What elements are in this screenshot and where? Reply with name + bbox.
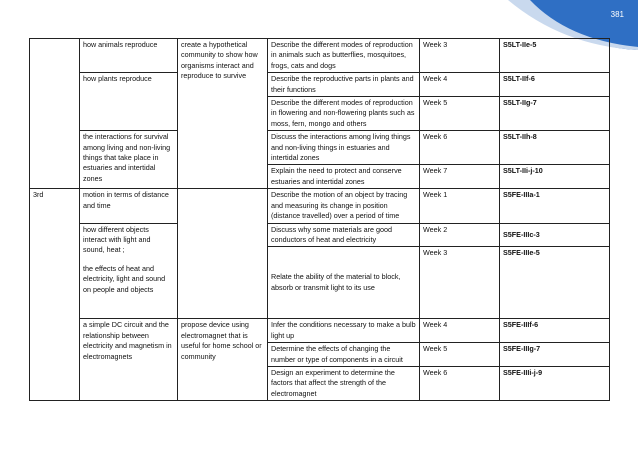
competency-cell: Describe the motion of an object by tracing and measuring its change in position (distance travelled) over a period of time (268, 189, 420, 223)
content-cell: the interactions for survival among living and non-living things that take place in estuaries and intertidal zones (80, 131, 178, 189)
competency-cell: Design an experiment to determine the factors that affect the strength of the electromagnet (268, 366, 420, 400)
code-cell: S5LT-IIe-5 (500, 39, 610, 73)
table-row (30, 223, 610, 247)
competency-cell: Infer the conditions necessary to make a bulb light up (268, 319, 420, 343)
table-row (30, 73, 610, 97)
performance-cell (178, 189, 268, 319)
week-cell: Week 5 (420, 97, 500, 131)
week-cell: Week 1 (420, 189, 500, 223)
week-cell: Week 3 (420, 39, 500, 73)
competency-cell: Describe the reproductive parts in plants and their functions (268, 73, 420, 97)
performance-cell: propose device using electromagnet that is useful for home school or community (178, 319, 268, 401)
week-cell: Week 4 (420, 73, 500, 97)
week-cell: Week 5 (420, 343, 500, 367)
competency-cell: Determine the effects of changing the number or type of components in a circuit (268, 343, 420, 367)
code-cell: S5LT-IIg-7 (500, 97, 610, 131)
competency-cell: Describe the different modes of reproduction in animals such as butterflies, mosquitoes, frogs, cats and dogs (268, 39, 420, 73)
curriculum-table (29, 38, 610, 401)
content-cell (80, 223, 178, 319)
code-cell: S5FE-IIIc-3 (500, 223, 610, 247)
week-cell: Week 3 (420, 247, 500, 319)
code-cell: S5LT-IIi-j-10 (500, 165, 610, 189)
table-row (30, 131, 610, 165)
content-text-heat-electricity: the effects of heat and electricity, light and sound on people and objects (83, 263, 166, 294)
week-cell: Week 6 (420, 366, 500, 400)
content-text-light-sound: how different objects interact with light and sound, heat ; (83, 224, 151, 255)
code-cell: S5FE-IIIi-j-9 (500, 366, 610, 400)
table-row (30, 39, 610, 73)
competency-cell: Describe the different modes of reproduction in flowering and non-flowering plants such as moss, fern, mongo and others (268, 97, 420, 131)
table-row (30, 189, 610, 223)
competency-cell: Discuss why some materials are good conductors of heat and electricity (268, 223, 420, 247)
spacer (83, 256, 174, 264)
week-cell: Week 6 (420, 131, 500, 165)
code-cell: S5FE-IIIa-1 (500, 189, 610, 223)
page-number: 381 (610, 10, 624, 19)
code-cell: S5FE-IIIg-7 (500, 343, 610, 367)
week-cell: Week 4 (420, 319, 500, 343)
code-cell: S5FE-IIIf-6 (500, 319, 610, 343)
table-row (30, 319, 610, 343)
code-cell: S5FE-IIIe-5 (500, 247, 610, 319)
competency-cell: Explain the need to protect and conserve estuaries and intertidal zones (268, 165, 420, 189)
quarter-cell: 3rd (30, 189, 80, 401)
competency-cell: Relate the ability of the material to block, absorb or transmit light to its use (268, 247, 420, 319)
content-cell: a simple DC circuit and the relationship between electricity and magnetism in electromagnets (80, 319, 178, 401)
code-cell: S5LT-IIf-6 (500, 73, 610, 97)
performance-cell: create a hypothetical community to show how organisms interact and reproduce to survive (178, 39, 268, 189)
quarter-cell (30, 39, 80, 189)
content-cell: motion in terms of distance and time (80, 189, 178, 223)
week-cell: Week 2 (420, 223, 500, 247)
competency-cell: Discuss the interactions among living things and non-living things in estuaries and intertidal zones (268, 131, 420, 165)
week-cell: Week 7 (420, 165, 500, 189)
content-cell: how animals reproduce (80, 39, 178, 73)
content-cell: how plants reproduce (80, 73, 178, 131)
code-cell: S5LT-IIh-8 (500, 131, 610, 165)
